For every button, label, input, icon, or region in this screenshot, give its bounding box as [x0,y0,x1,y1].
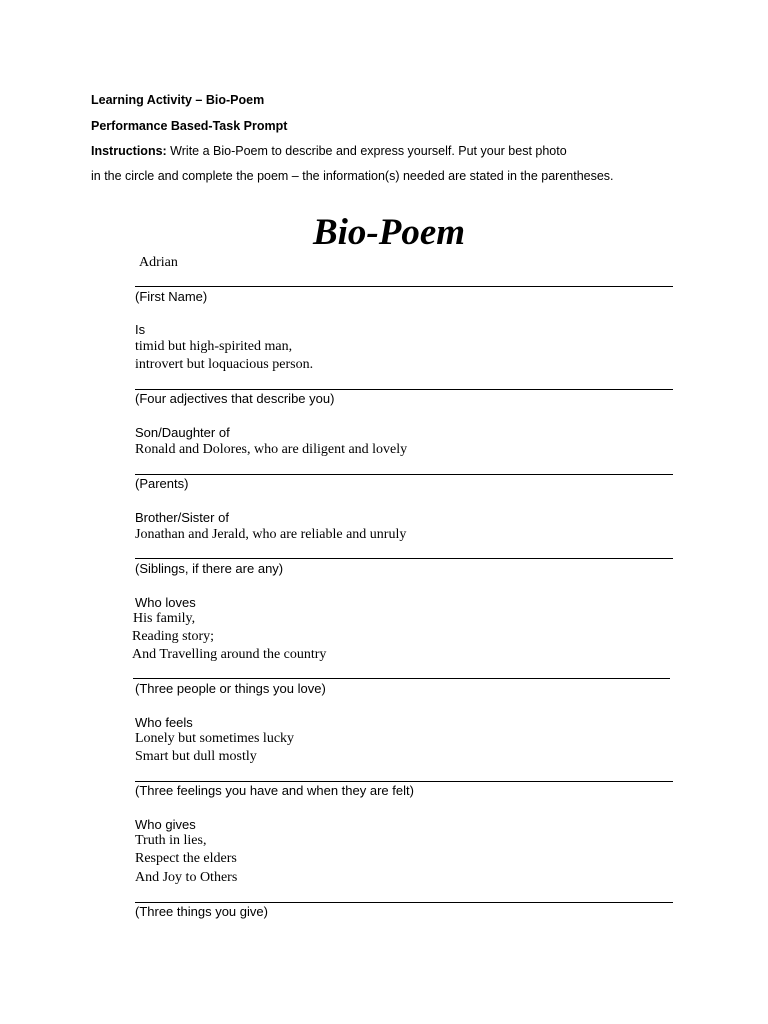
instructions-label: Instructions: [91,144,167,158]
answer-feels-1: Lonely but sometimes lucky [135,731,295,746]
page-title: Bio-Poem [312,212,466,253]
answer-loves-2: Reading story; [132,629,215,644]
answer-line [133,678,670,679]
caption-first-name: (First Name) [135,289,208,304]
intro-who-gives: Who gives [135,817,196,832]
answer-line [135,389,673,390]
answer-loves-1: His family, [133,611,196,626]
answer-line [135,286,673,287]
instructions-text: Write a Bio-Poem to describe and express yourself. Put your best photo [166,144,567,158]
answer-adjectives-1: timid but high-spirited man, [135,339,293,354]
caption-siblings: (Siblings, if there are any) [135,561,284,576]
instructions-line-1 [91,144,567,158]
answer-feels-2: Smart but dull mostly [135,749,257,764]
answer-line [135,474,673,475]
intro-who-loves: Who loves [135,595,196,610]
caption-parents: (Parents) [135,476,189,491]
caption-adjectives: (Four adjectives that describe you) [135,391,335,406]
answer-gives-2: Respect the elders [135,851,237,866]
intro-brother-sister: Brother/Sister of [135,510,229,525]
caption-feels: (Three feelings you have and when they are felt) [135,783,414,798]
caption-gives: (Three things you give) [135,904,268,919]
answer-loves-3: And Travelling around the country [132,647,327,662]
answer-parents: Ronald and Dolores, who are diligent and lovely [135,442,408,457]
answer-gives-1: Truth in lies, [135,833,207,848]
answer-first-name: Adrian [139,255,178,270]
answer-line [135,781,673,782]
activity-heading: Learning Activity – Bio-Poem [91,93,265,107]
caption-loves: (Three people or things you love) [135,681,326,696]
instructions-line-2: in the circle and complete the poem – the information(s) needed are stated in the parentheses. [91,169,614,183]
answer-line [135,902,673,903]
task-heading: Performance Based-Task Prompt [91,119,288,133]
answer-line [135,558,673,559]
intro-is: Is [135,322,146,337]
intro-son-daughter: Son/Daughter of [135,425,230,440]
intro-who-feels: Who feels [135,715,193,730]
answer-siblings: Jonathan and Jerald, who are reliable and unruly [135,527,407,542]
answer-gives-3: And Joy to Others [135,870,238,885]
answer-adjectives-2: introvert but loquacious person. [135,357,314,372]
